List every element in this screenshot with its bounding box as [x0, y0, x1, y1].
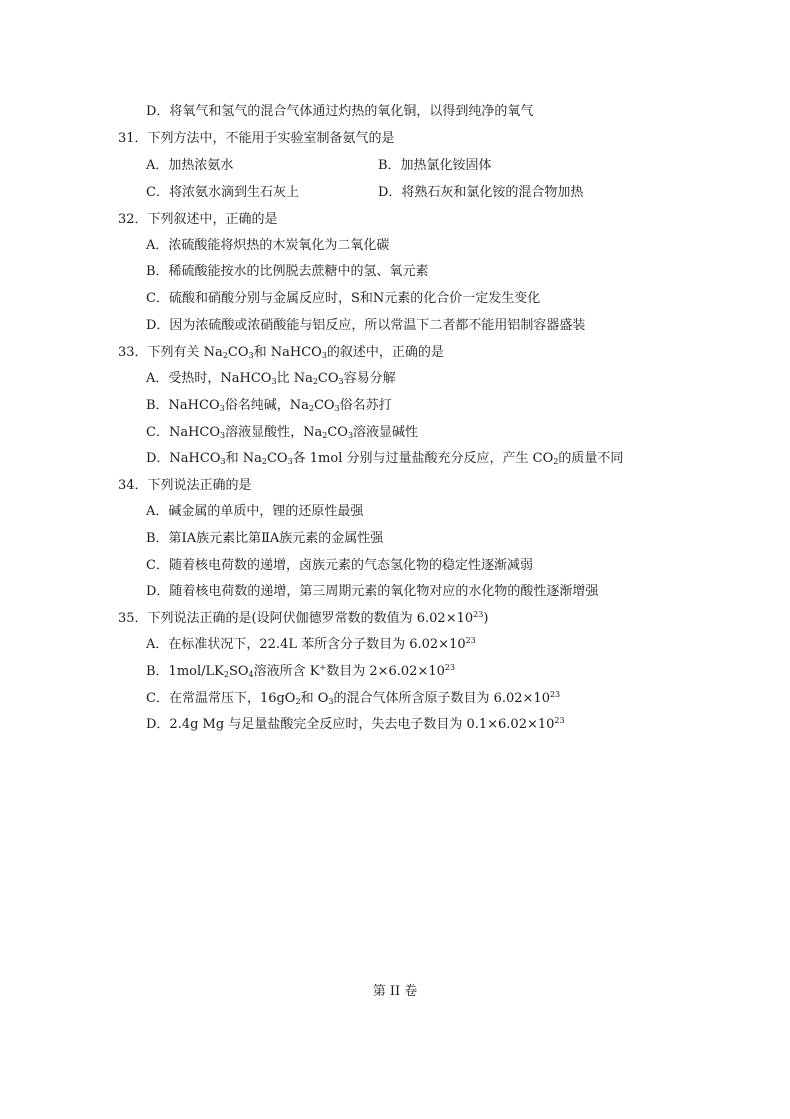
- q32-option-b: B．稀硫酸能按水的比例脱去蔗糖中的氢、氧元素: [146, 264, 429, 279]
- q31-option-a: A．加热浓氨水: [146, 158, 234, 173]
- q35-option-a: A．在标准状况下，22.4L 苯所含分子数目为 $6.02\times 10^{23}$: [146, 636, 476, 652]
- q33-option-a: A．受热时，NaHCO$_3$比 $Na_2CO_3$容易分解: [146, 371, 396, 386]
- q31-stem: 31．下列方法中，不能用于实验室制备氨气的是: [118, 131, 395, 146]
- q34-option-c: C．随着核电荷数的递增，卤族元素的气态氢化物的稳定性逐渐减弱: [146, 558, 533, 573]
- q33-option-d: D．NaHCO$_3$和 $Na_2CO_3$各 1mol 分别与过量盐酸充分反应，产生 $CO_2$的质量不同: [146, 451, 624, 466]
- q34-option-d: D．随着核电荷数的递增，第三周期元素的氧化物对应的水化物的酸性逐渐增强: [146, 584, 599, 599]
- q34-option-b: B．第ⅠA族元素比第ⅡA族元素的金属性强: [146, 531, 384, 546]
- q32-option-c: C．硫酸和硝酸分别与金属反应时，S和N元素的化合价一定发生变化: [146, 291, 541, 306]
- q35-stem: 35．下列说法正确的是(设阿伏伽德罗常数的数值为 $6.02\times 10^{23}$): [118, 610, 489, 626]
- q33-stem: 33．下列有关 $Na_2CO_3$和 NaHCO$_3$的叙述中，正确的是: [118, 345, 444, 360]
- q34-option-a: A．碱金属的单质中，锂的还原性最强: [146, 504, 364, 519]
- q33-option-b: B．NaHCO$_3$俗名纯碱，$Na_2CO_3$俗名苏打: [146, 398, 392, 413]
- q33-option-c: C．NaHCO$_3$溶液显酸性，$Na_2CO_3$溶液显碱性: [146, 425, 419, 440]
- q35-option-c: C．在常温常压下，$16gO_2$和 $O_3$的混合气体所含原子数目为 $6.02\times 10^{23}$: [146, 690, 561, 706]
- q34-stem: 34．下列说法正确的是: [118, 478, 252, 493]
- q35-option-d: D．2.4g Mg 与足量盐酸完全反应时，失去电子数目为 $0.1\times 6.02\times 10^{23}$: [146, 716, 565, 732]
- q32-option-a: A．浓硫酸能将炽热的木炭氧化为二氧化碳: [146, 238, 390, 253]
- q31-option-d: D．将熟石灰和氯化铵的混合物加热: [378, 185, 584, 200]
- q32-stem: 32．下列叙述中，正确的是: [118, 212, 278, 227]
- section-footer: 第 II 卷: [372, 984, 418, 999]
- q35-option-b: B．$1mol/LK_2SO_4$溶液所含 K+数目为 $2\times 6.02\times 10^{23}$: [146, 663, 456, 679]
- q31-option-c: C．将浓氨水滴到生石灰上: [146, 185, 299, 200]
- q30-option-d: D．将氧气和氢气的混合气体通过灼热的氧化铜，以得到纯净的氧气: [146, 104, 534, 119]
- q32-option-d: D．因为浓硫酸或浓硝酸能与铝反应，所以常温下二者都不能用铝制容器盛装: [146, 318, 586, 333]
- q31-option-b: B．加热氯化铵固体: [378, 158, 492, 173]
